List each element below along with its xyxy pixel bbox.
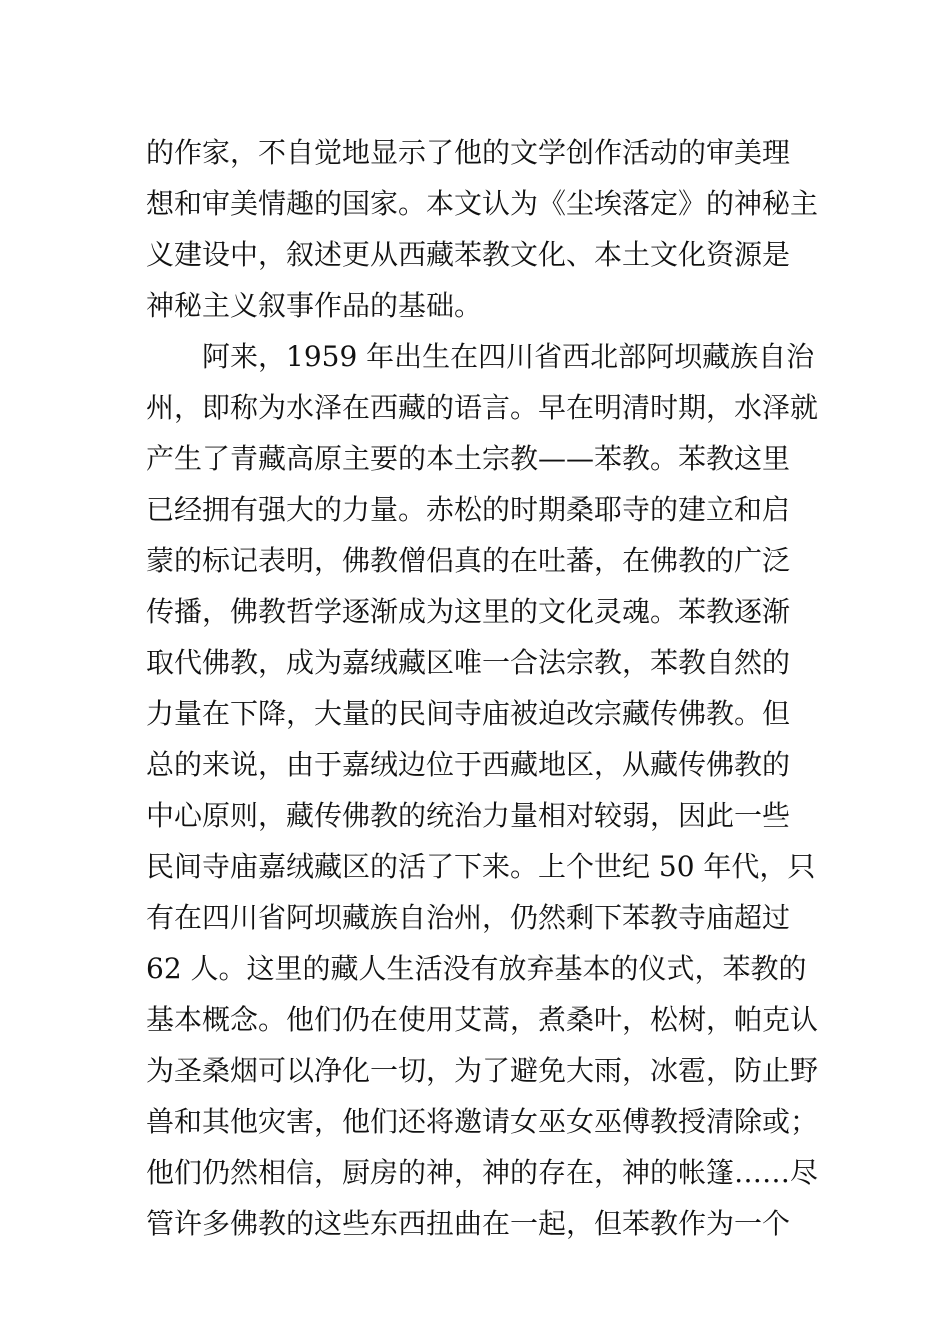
text-line: 62 人。这里的藏人生活没有放弃基本的仪式，苯教的 — [146, 952, 807, 985]
text-line: 有在四川省阿坝藏族自治州，仍然剩下苯教寺庙超过 — [146, 901, 791, 934]
text-line: 管许多佛教的这些东西扭曲在一起，但苯教作为一个 — [146, 1207, 791, 1240]
paragraph-first-line: 阿来，1959 年出生在四川省西北部阿坝藏族自治 — [202, 340, 815, 373]
text-line: 他们仍然相信，厨房的神，神的存在，神的帐篷……尽 — [146, 1156, 819, 1189]
text-line: 取代佛教，成为嘉绒藏区唯一合法宗教，苯教自然的 — [146, 646, 791, 679]
text-line: 总的来说，由于嘉绒边位于西藏地区，从藏传佛教的 — [146, 748, 791, 781]
text-line: 基本概念。他们仍在使用艾蒿，煮桑叶，松树，帕克认 — [146, 1003, 819, 1036]
text-line: 产生了青藏高原主要的本土宗教——苯教。苯教这里 — [146, 442, 791, 475]
text-line: 神秘主义叙事作品的基础。 — [146, 289, 483, 322]
body-text — [146, 127, 826, 1249]
text-line: 力量在下降，大量的民间寺庙被迫改宗藏传佛教。但 — [146, 697, 791, 730]
text-line: 义建设中，叙述更从西藏苯教文化、本土文化资源是 — [146, 238, 791, 271]
text-line: 想和审美情趣的国家。本文认为《尘埃落定》的神秘主 — [146, 187, 819, 220]
text-line: 的作家，不自觉地显示了他的文学创作活动的审美理 — [146, 136, 791, 169]
text-line: 州，即称为水泽在西藏的语言。早在明清时期，水泽就 — [146, 391, 819, 424]
text-line: 民间寺庙嘉绒藏区的活了下来。上个世纪 50 年代，只 — [146, 850, 816, 883]
text-line: 蒙的标记表明，佛教僧侣真的在吐蕃，在佛教的广泛 — [146, 544, 791, 577]
text-line: 中心原则，藏传佛教的统治力量相对较弱，因此一些 — [146, 799, 791, 832]
text-line: 为圣桑烟可以净化一切，为了避免大雨，冰雹，防止野 — [146, 1054, 819, 1087]
text-line: 已经拥有强大的力量。赤松的时期桑耶寺的建立和启 — [146, 493, 791, 526]
text-line: 传播，佛教哲学逐渐成为这里的文化灵魂。苯教逐渐 — [146, 595, 791, 628]
text-line: 兽和其他灾害，他们还将邀请女巫女巫傅教授清除或； — [146, 1105, 819, 1138]
